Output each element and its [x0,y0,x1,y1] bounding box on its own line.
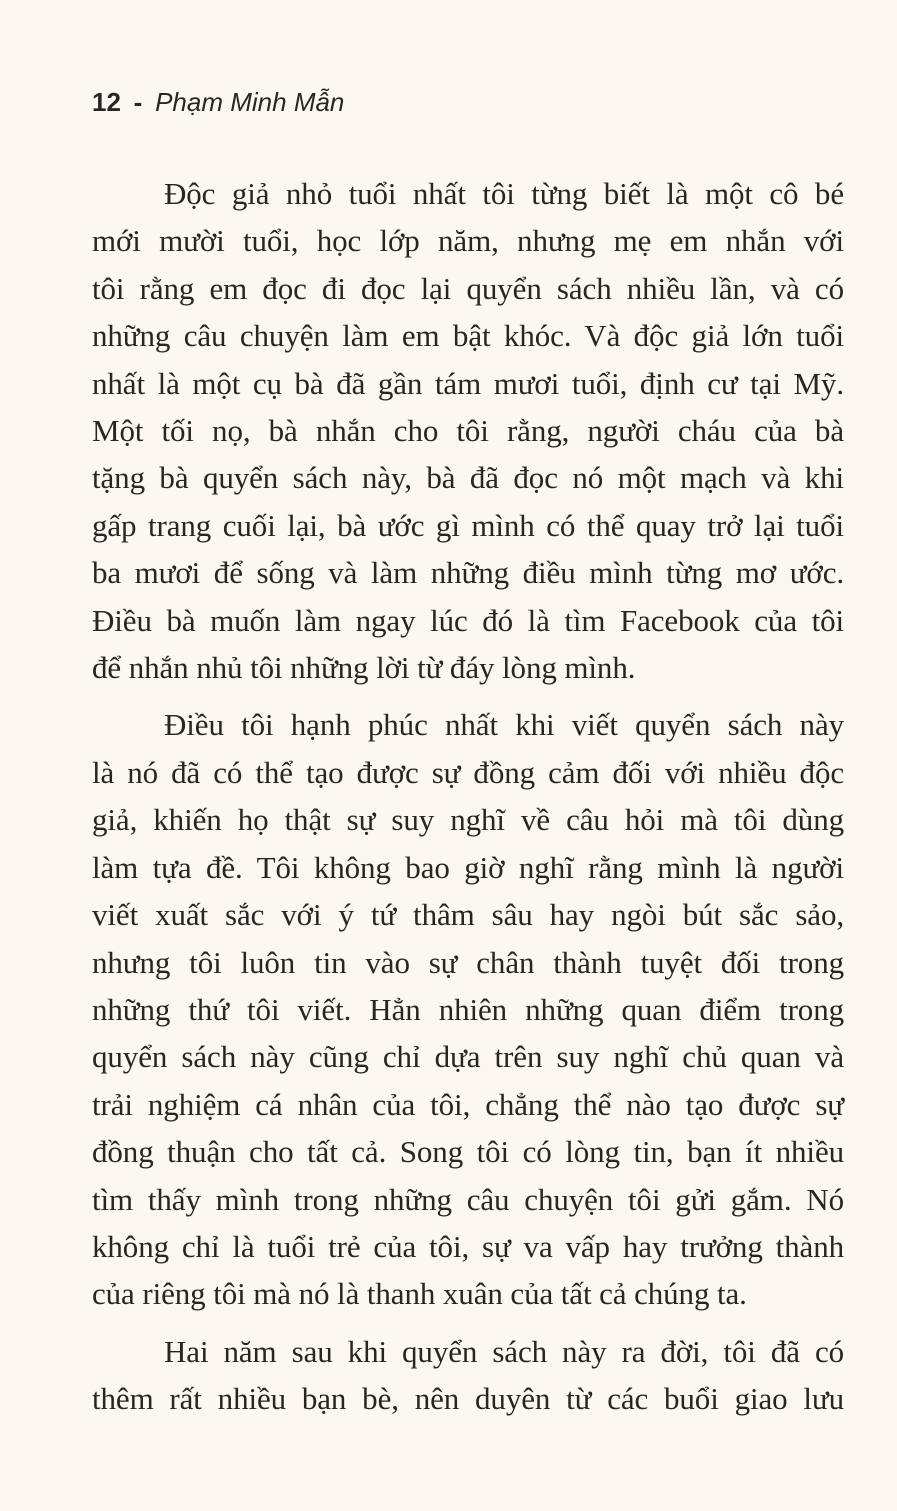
text-line: ba mươi để sống và làm những điều mình từng mơ ước. [92,555,844,591]
text-line: nhất là một cụ bà đã gần tám mươi tuổi, định cư tại Mỹ. [92,365,844,401]
running-header [92,84,344,120]
text-line: làm tựa đề. Tôi không bao giờ nghĩ rằng mình là người [92,849,844,885]
text-line: quyển sách này cũng chỉ dựa trên suy nghĩ chủ quan và [92,1039,844,1075]
text-line: Hai năm sau khi quyển sách này ra đời, tôi đã có [164,1333,844,1369]
text-line: gấp trang cuối lại, bà ước gì mình có thể quay trở lại tuổi [92,507,844,543]
paragraph-1 [92,170,844,691]
text-line: mới mười tuổi, học lớp năm, nhưng mẹ em nhắn với [92,223,844,259]
text-line: viết xuất sắc với ý tứ thâm sâu hay ngòi bút sắc sảo, [92,897,844,933]
text-line: tôi rằng em đọc đi đọc lại quyển sách nhiều lần, và có [92,270,844,306]
text-line: không chỉ là tuổi trẻ của tôi, sự va vấp hay trưởng thành [92,1228,844,1264]
paragraph-2 [92,701,844,1317]
author-name: Phạm Minh Mẫn [155,87,345,117]
text-line: những thứ tôi viết. Hẳn nhiên những quan điểm trong [92,991,844,1027]
page-number: 12 [92,87,121,117]
text-line: trải nghiệm cá nhân của tôi, chẳng thể nào tạo được sự [92,1086,844,1122]
text-line: đồng thuận cho tất cả. Song tôi có lòng tin, bạn ít nhiều [92,1134,844,1170]
text-line: giả, khiến họ thật sự suy nghĩ về câu hỏi mà tôi dùng [92,802,844,838]
text-line: của riêng tôi mà nó là thanh xuân của tất cả chúng ta. [92,1276,747,1312]
text-line: Điều tôi hạnh phúc nhất khi viết quyển sách này [164,707,844,743]
paragraph-3 [92,1328,844,1423]
text-line: là nó đã có thể tạo được sự đồng cảm đối với nhiều độc [92,754,844,790]
text-line: Điều bà muốn làm ngay lúc đó là tìm Facebook của tôi [92,602,844,638]
text-line: những câu chuyện làm em bật khóc. Và độc giả lớn tuổi [92,318,844,354]
text-line: thêm rất nhiều bạn bè, nên duyên từ các buổi giao lưu [92,1381,844,1417]
text-line: tìm thấy mình trong những câu chuyện tôi gửi gắm. Nó [92,1181,844,1217]
text-line: Một tối nọ, bà nhắn cho tôi rằng, người cháu của bà [92,413,844,449]
text-line: nhưng tôi luôn tin vào sự chân thành tuyệt đối trong [92,944,844,980]
body-text [92,170,844,1423]
text-line: tặng bà quyển sách này, bà đã đọc nó một mạch và khi [92,460,844,496]
text-line: Độc giả nhỏ tuổi nhất tôi từng biết là một cô bé [164,176,844,211]
text-line: để nhắn nhủ tôi những lời từ đáy lòng mình. [92,650,636,686]
header-separator: - [133,87,143,117]
